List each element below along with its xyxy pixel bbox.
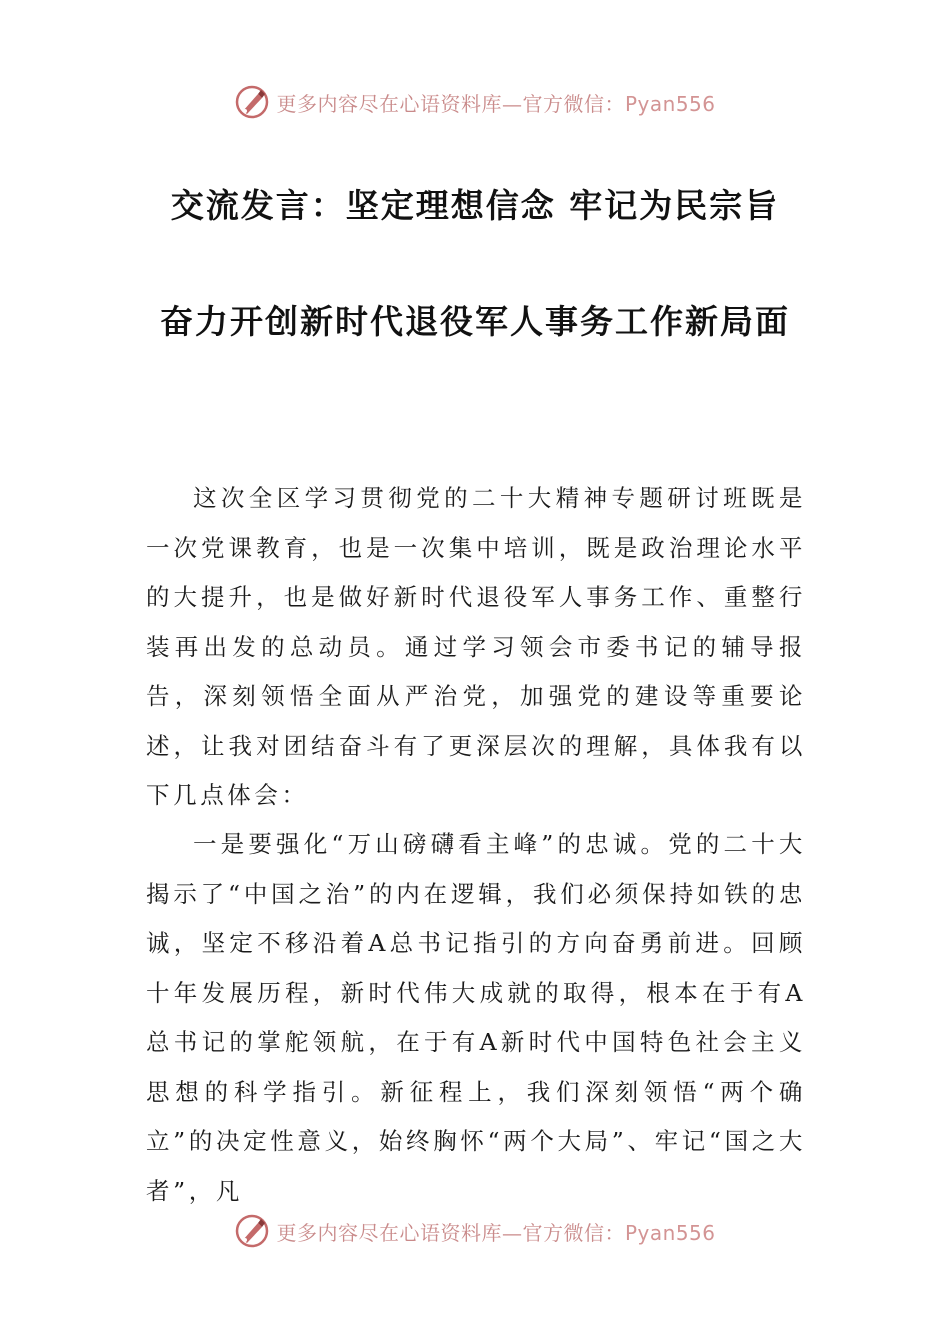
wechat-id: Pyan556 [624,91,716,116]
pen-logo-icon [234,84,270,120]
title-line-1: 交流发言：坚定理想信念 牢记为民宗旨 [170,186,780,225]
paragraph-1: 这次全区学习贯彻党的二十大精神专题研讨班既是一次党课教育，也是一次集中培训，既是政治理论水平的大提升，也是做好新时代退役军人事务工作、重整行装再出发的总动员。通过学习领会市委书记的辅导报告，深刻领悟全面从严治党，加强党的建设等重要论述，让我对团结奋斗有了更深层次的理解，具体我有以下几点体会： [146,484,806,809]
header-watermark [0,82,950,122]
watermark-text: 更多内容尽在心语资料库—官方微信：Pyan556 [276,1220,716,1245]
paragraph-2: 一是要强化“万山磅礴看主峰”的忠诚。党的二十大揭示了“中国之治”的内在逻辑，我们必须保持如铁的忠诚，坚定不移沿着A总书记指引的方向奋勇前进。回顾十年发展历程，新时代伟大成就的取得，根本在于有A总书记的掌舵领航，在于有A新时代中国特色社会主义思想的科学指引。新征程上，我们深刻领悟“两个确立”的决定性意义，始终胸怀“两个大局”、牢记“国之大者”，凡 [146,830,806,1205]
pen-logo-icon [234,1213,270,1249]
title-line-2: 奋力开创新时代退役军人事务工作新局面 [160,302,790,341]
footer-watermark [0,1211,950,1251]
watermark-text: 更多内容尽在心语资料库—官方微信：Pyan556 [276,91,716,116]
wechat-id: Pyan556 [624,1220,716,1245]
